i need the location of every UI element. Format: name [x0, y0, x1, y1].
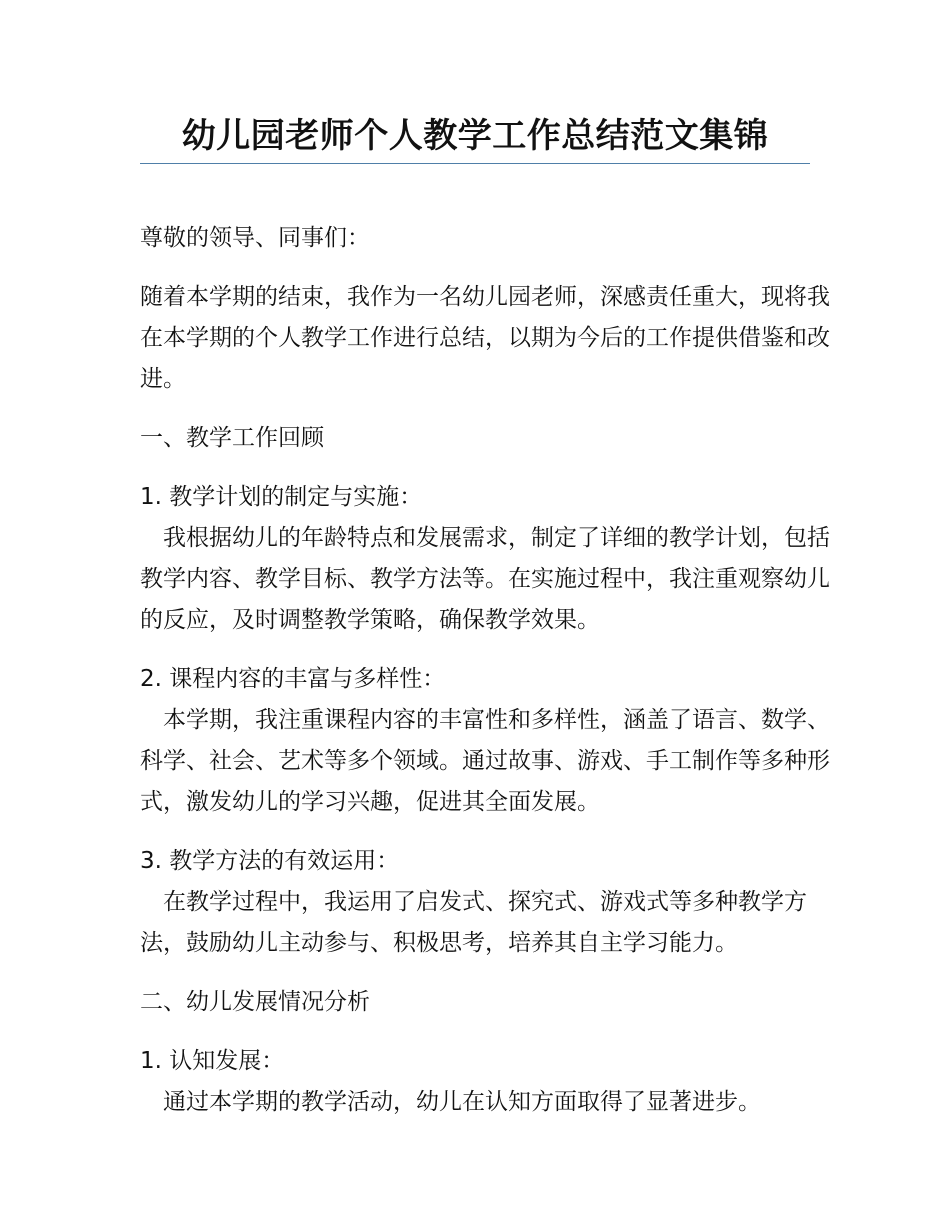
section-heading-1: 一、教学工作回顾: [140, 425, 324, 451]
title-underline: [140, 163, 810, 164]
document-body: [140, 218, 830, 1123]
document-title: 幼儿园老师个人教学工作总结范文集锦: [181, 116, 769, 156]
item-body: 本学期，我注重课程内容的丰富性和多样性，涵盖了语言、数学、科学、社会、艺术等多个领域。通过故事、游戏、手工制作等多种形式，激发幼儿的学习兴趣，促进其全面发展。: [140, 707, 830, 815]
section-heading-2: 二、幼儿发展情况分析: [140, 989, 370, 1015]
item-title: 2. 课程内容的丰富与多样性：: [140, 666, 446, 692]
item-body: 通过本学期的教学活动，幼儿在认知方面取得了显著进步。: [163, 1089, 761, 1115]
item-title: 1. 教学计划的制定与实施：: [140, 484, 423, 510]
item-title: 1. 认知发展：: [140, 1048, 285, 1074]
item-body: 在教学过程中，我运用了启发式、探究式、游戏式等多种教学方法，鼓励幼儿主动参与、积极思考，培养其自主学习能力。: [140, 889, 807, 956]
intro-paragraph: 随着本学期的结束，我作为一名幼儿园老师，深感责任重大，现将我在本学期的个人教学工作进行总结，以期为今后的工作提供借鉴和改进。: [140, 284, 830, 392]
item-body: 我根据幼儿的年龄特点和发展需求，制定了详细的教学计划，包括教学内容、教学目标、教学方法等。在实施过程中，我注重观察幼儿的反应，及时调整教学策略，确保教学效果。: [140, 525, 830, 633]
item-title: 3. 教学方法的有效运用：: [140, 848, 400, 874]
greeting: 尊敬的领导、同事们：: [140, 225, 370, 251]
